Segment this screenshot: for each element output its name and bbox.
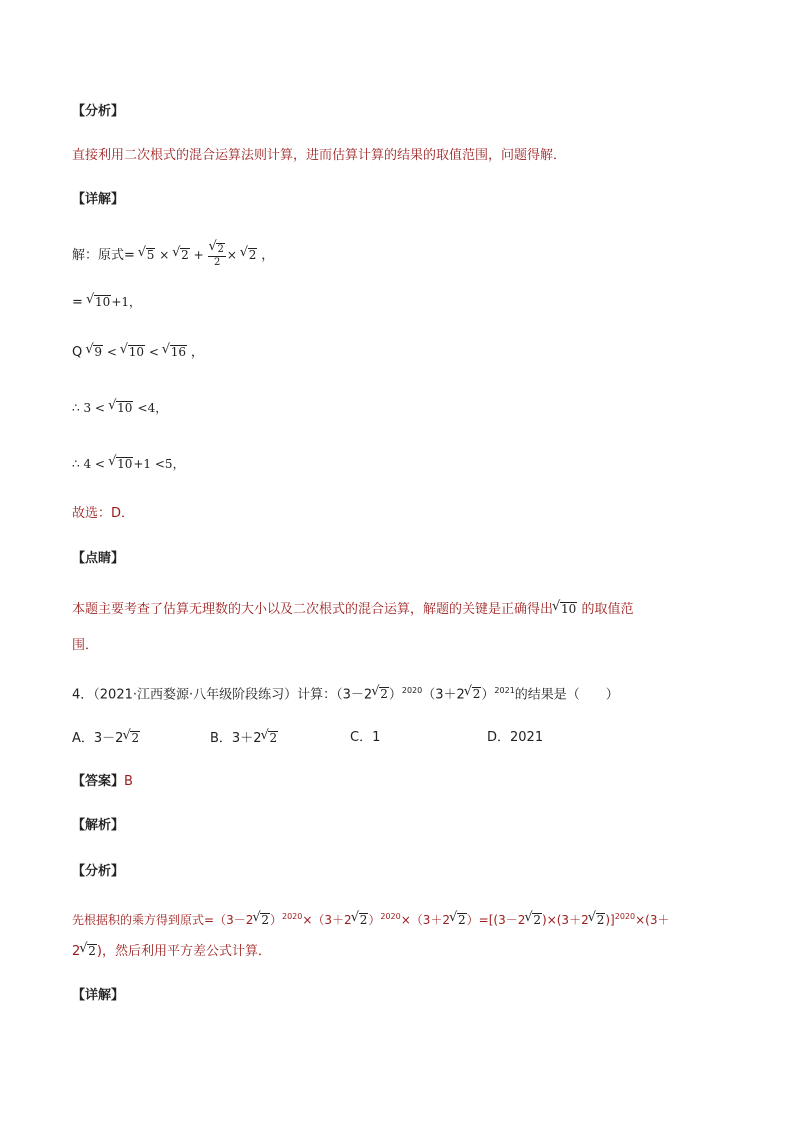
- step-label: 解：原式=: [72, 248, 135, 263]
- sqrt-2: √ 2: [372, 685, 389, 703]
- solution-step-5: ∴ 4 < √ 10+1 <5，: [72, 455, 724, 474]
- solution-step-3: Q √ 9 < √ 10 < √ 16 ，: [72, 343, 724, 362]
- sqrt-10: √ 10: [109, 455, 133, 473]
- option-b[interactable]: B．3＋2√ 2: [210, 729, 278, 748]
- sqrt-2: √ 2: [173, 246, 190, 264]
- analysis-heading: 【分析】: [72, 104, 125, 119]
- solution-step-2: = √ 10+1，: [72, 293, 724, 312]
- option-d[interactable]: D．2021: [487, 730, 544, 745]
- analysis-text-2-cont: 2√ 2)，然后利用平方差公式计算．: [72, 942, 724, 961]
- sqrt-9: √ 9: [86, 343, 103, 361]
- sqrt-5: √ 5: [139, 246, 156, 264]
- option-a[interactable]: A．3－2√ 2: [72, 729, 140, 748]
- solution-step-1: 解：原式= √ 5 × √ 2 + √ $\frac{2}{2}$ × √ 2 ，: [72, 243, 724, 268]
- sqrt-10: √ 10: [121, 343, 145, 361]
- fraction-sqrt2-over-2: √ $\frac{2}{2}$: [208, 243, 225, 268]
- solution-step-4: ∴ 3 < √ 10 <4，: [72, 399, 724, 418]
- sqrt-2: √ 2: [465, 685, 482, 703]
- choice-line: 故选：D．: [72, 506, 135, 521]
- comment-text-cont: 围．: [72, 638, 99, 653]
- answer-line: 【答案】B: [72, 774, 133, 789]
- option-c[interactable]: C．1: [350, 730, 381, 745]
- detail-heading: 【详解】: [72, 192, 125, 207]
- sqrt-16: √ 16: [163, 343, 187, 361]
- sqrt-10: √ 10: [553, 600, 577, 618]
- sqrt-10: √ 10: [87, 293, 111, 311]
- analysis-heading-2: 【分析】: [72, 864, 125, 879]
- detail-heading-2: 【详解】: [72, 988, 125, 1003]
- analysis-text-2: 先根据积的乘方得到原式=（3－2√ 2）$^{2020}$×（3＋2√ 2）$^{2020}$×（3＋2√ 2）=[(3－2√ 2)×(3＋2√ 2)]$^{2020}$×(3＋: [72, 908, 724, 929]
- comment-heading: 【点睛】: [72, 551, 125, 566]
- sqrt-2: √ 2: [241, 246, 258, 264]
- question-4: 4．（2021·江西婺源·八年级阶段练习）计算：（3－2√ 2）$^{2020}$（3＋2√ 2）$^{2021}$的结果是（ ）: [72, 682, 724, 704]
- explain-heading: 【解析】: [72, 818, 125, 833]
- analysis-text: 直接利用二次根式的混合运算法则计算，进而估算计算的结果的取值范围，问题得解．: [72, 148, 567, 163]
- comment-text: 本题主要考查了估算无理数的大小以及二次根式的混合运算，解题的关键是正确得出√ 10 的取值范: [72, 600, 724, 619]
- sqrt-10: √ 10: [109, 399, 133, 417]
